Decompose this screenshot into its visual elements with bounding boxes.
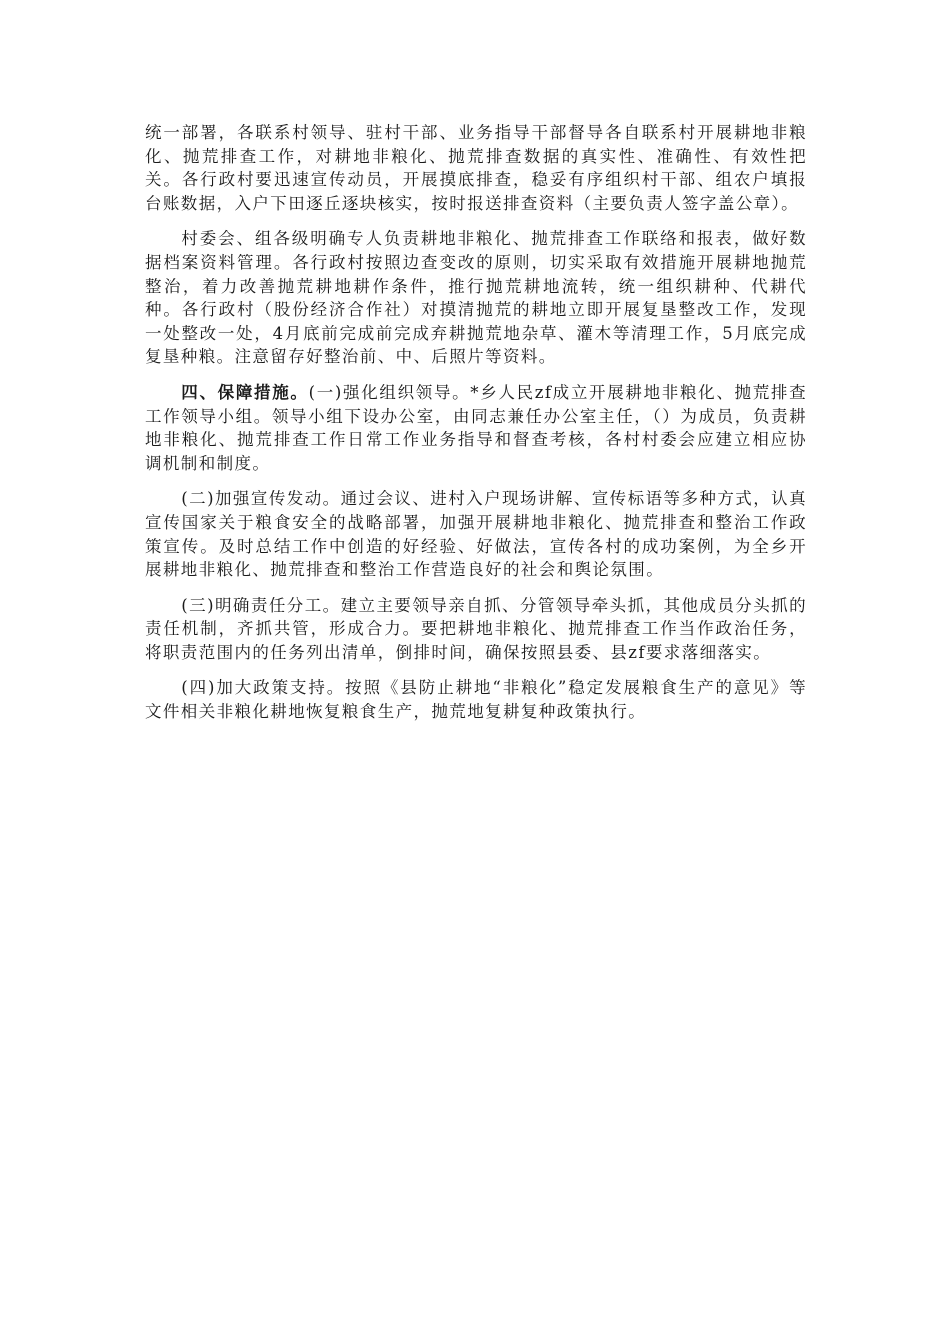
paragraph-continuation: 统一部署，各联系村领导、驻村干部、业务指导干部督导各自联系村开展耕地非粮化、抛荒排查工作，对耕地非粮化、抛荒排查数据的真实性、准确性、有效性把关。各行政村要迅速宣传动员，开展摸底排查，稳妥有序组织村干部、组农户填报台账数据，入户下田逐丘逐块核实，按时报送排查资料（主要负责人签字盖公章）。 [145, 123, 807, 213]
section-heading: 四、保障措施。 [181, 382, 309, 402]
paragraph-data-management: 村委会、组各级明确专人负责耕地非粮化、抛荒排查工作联络和报表，做好数据档案资料管理。各行政村按照边查变改的原则，切实采取有效措施开展耕地抛荒整治，着力改善抛荒耕地耕作条件，推行抛荒耕地流转，统一组织耕种、代耕代种。各行政村（股份经济合作社）对摸清抛荒的耕地立即开展复垦整改工作，发现一处整改一处，4月底前完成前完成弃耕抛荒地杂草、灌木等清理工作，5月底完成复垦种粮。注意留存好整治前、中、后照片等资料。 [145, 229, 807, 367]
paragraph-organization-leadership: (一)强化组织领导。*乡人民zf成立开展耕地非粮化、抛荒排查工作领导小组。领导小组下设办公室，由同志兼任办公室主任，（）为成员，负责耕地非粮化、抛荒排查工作日常工作业务指导和督查考核，各村村委会应建立相应协调机制和制度。 [145, 382, 807, 473]
paragraph-policy-support: (四)加大政策支持。按照《县防止耕地“非粮化”稳定发展粮食生产的意见》等文件相关非粮化耕地恢复粮食生产，抛荒地复耕复种政策执行。 [145, 678, 807, 722]
paragraph-responsibility: (三)明确责任分工。建立主要领导亲自抓、分管领导牵头抓，其他成员分头抓的责任机制，齐抓共管，形成合力。要把耕地非粮化、抛荒排查工作当作政治任务，将职责范围内的任务列出清单，倒排时间，确保按照县委、县zf要求落细落实。 [145, 595, 807, 662]
document-page [145, 121, 807, 736]
paragraph-safeguard-measures [145, 381, 807, 475]
paragraph-publicity: (二)加强宣传发动。通过会议、进村入户现场讲解、宣传标语等多种方式，认真宣传国家关于粮食安全的战略部署，加强开展耕地非粮化、抛荒排查和整治工作政策宣传。及时总结工作中创造的好经验、好做法，宣传各村的成功案例，为全乡开展耕地非粮化、抛荒排查和整治工作营造良好的社会和舆论氛围。 [145, 489, 807, 580]
